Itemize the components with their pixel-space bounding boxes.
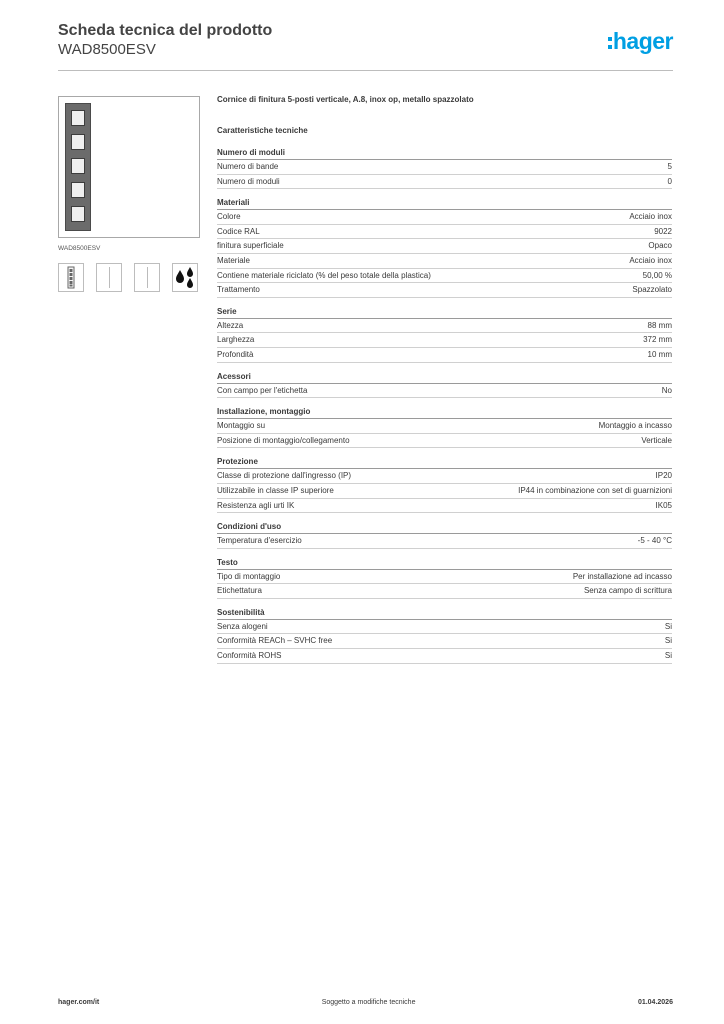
footer-date: 01.04.2026 <box>637 999 673 1006</box>
section-title: Condizioni d'uso <box>217 522 672 534</box>
spec-label: Classe di protezione dall'ingresso (IP) <box>217 471 352 481</box>
footer-website[interactable]: hager.com/it <box>58 999 100 1006</box>
spec-value: Opaco <box>648 241 672 251</box>
spec-row <box>217 348 672 363</box>
spec-label: Utilizzabile in classe IP superiore <box>217 485 334 495</box>
thumbnail-water-drops[interactable] <box>172 263 198 292</box>
spec-label: Trattamento <box>217 285 260 295</box>
thumbnail-side-view[interactable] <box>96 263 122 292</box>
frame-thumbnail-icon <box>59 264 83 291</box>
spec-value: 0 <box>667 176 672 186</box>
spec-section <box>217 148 672 189</box>
profile-line-icon <box>147 267 148 288</box>
spec-label: Numero di bande <box>217 162 279 171</box>
spec-label: Altezza <box>217 320 244 330</box>
spec-section <box>217 307 672 363</box>
spec-label: finitura superficiale <box>217 241 284 251</box>
spec-label: Con campo per l'etichetta <box>217 385 308 395</box>
thumbnail-front-view[interactable] <box>58 263 84 292</box>
spec-label: Contiene materiale riciclato (% del peso totale della plastica) <box>217 270 431 280</box>
spec-label: Conformità ROHS <box>217 651 282 661</box>
spec-section <box>217 372 672 399</box>
spec-row <box>217 319 672 334</box>
spec-label: Montaggio su <box>217 421 266 431</box>
product-description: Cornice di finitura 5-posti verticale, A.8, inox op, metallo spazzolato <box>217 95 474 104</box>
section-title: Serie <box>217 307 672 319</box>
section-title: Installazione, montaggio <box>217 407 672 419</box>
spec-value: Senza campo di scrittura <box>583 586 672 596</box>
thumbnail-strip <box>58 263 198 292</box>
spec-label: Resistenza agli urti IK <box>217 500 295 510</box>
spec-value: 372 mm <box>643 335 672 345</box>
spec-row <box>217 620 672 635</box>
spec-value: 5 <box>667 162 672 171</box>
section-title: Acessori <box>217 372 672 384</box>
spec-value: Montaggio a incasso <box>598 421 672 431</box>
spec-section <box>217 407 672 448</box>
thumbnail-profile-view[interactable] <box>134 263 160 292</box>
frame-picture <box>65 103 91 231</box>
logo-text: hager <box>612 27 673 54</box>
spec-sections <box>217 148 672 664</box>
side-profile-icon <box>109 267 110 288</box>
spec-value: 9022 <box>654 226 672 236</box>
spec-label: Tipo di montaggio <box>217 571 281 581</box>
spec-row <box>217 210 672 225</box>
spec-value: Si <box>664 636 672 646</box>
page-header <box>58 20 673 71</box>
spec-row <box>217 283 672 298</box>
spec-label: Numero di moduli <box>217 176 280 186</box>
spec-value: -5 - 40 °C <box>637 536 672 546</box>
section-title: Materiali <box>217 198 672 210</box>
document-title: Scheda tecnica del prodotto <box>58 22 273 39</box>
spec-label: Larghezza <box>217 335 255 345</box>
spec-row <box>217 584 672 599</box>
spec-label: Conformità REACh – SVHC free <box>217 636 333 646</box>
spec-row <box>217 225 672 240</box>
spec-value: Acciaio inox <box>629 255 672 265</box>
spec-label: Senza alogeni <box>217 621 268 631</box>
footer-note: Soggetto a modifiche tecniche <box>321 999 416 1006</box>
spec-row <box>217 649 672 664</box>
spec-row <box>217 333 672 348</box>
spec-row <box>217 254 672 269</box>
spec-row <box>217 634 672 649</box>
spec-row <box>217 269 672 284</box>
section-title: Protezione <box>217 457 672 469</box>
spec-value: IP44 in combinazione con set di guarnizioni <box>518 485 672 495</box>
spec-section <box>217 457 672 513</box>
spec-value: Verticale <box>641 435 672 445</box>
spec-label: Posizione di montaggio/collegamento <box>217 435 350 445</box>
spec-row <box>217 160 672 175</box>
logo-dots-icon <box>608 37 612 49</box>
spec-section <box>217 608 672 664</box>
spec-value: IK05 <box>655 500 672 510</box>
spec-value: Si <box>664 651 672 661</box>
spec-section <box>217 522 672 549</box>
spec-section <box>217 558 672 599</box>
page-footer <box>58 999 673 1006</box>
spec-label: Temperatura d'esercizio <box>217 536 302 546</box>
spec-row <box>217 570 672 585</box>
spec-row <box>217 419 672 434</box>
spec-row <box>217 484 672 499</box>
characteristics-title: Caratteristiche tecniche <box>217 126 308 135</box>
spec-row <box>217 534 672 549</box>
spec-value: IP20 <box>655 471 672 481</box>
spec-value: Si <box>664 621 672 631</box>
spec-row <box>217 384 672 399</box>
spec-value: Per installazione ad incasso <box>572 571 672 581</box>
product-code: WAD8500ESV <box>58 41 156 58</box>
spec-section <box>217 198 672 298</box>
spec-value: 10 mm <box>647 349 672 359</box>
image-caption: WAD8500ESV <box>58 245 101 252</box>
spec-label: Colore <box>217 212 241 222</box>
hager-logo <box>608 26 673 56</box>
spec-row <box>217 239 672 254</box>
spec-row <box>217 469 672 484</box>
spec-value: 88 mm <box>647 320 672 330</box>
spec-row <box>217 175 672 190</box>
spec-label: Materiale <box>217 255 250 265</box>
spec-value: No <box>661 385 672 395</box>
spec-label: Codice RAL <box>217 226 260 236</box>
spec-content <box>217 95 672 673</box>
section-title: Numero di moduli <box>217 148 672 160</box>
water-drops-icon <box>173 264 197 291</box>
spec-value: 50,00 % <box>642 270 672 280</box>
product-image <box>58 96 200 238</box>
spec-label: Profondità <box>217 349 254 359</box>
spec-label: Etichettatura <box>217 586 262 596</box>
spec-value: Spazzolato <box>632 285 672 295</box>
section-title: Sostenibilità <box>217 608 672 620</box>
spec-row <box>217 434 672 449</box>
spec-row <box>217 499 672 514</box>
section-title: Testo <box>217 558 672 570</box>
spec-value: Acciaio inox <box>629 212 672 222</box>
